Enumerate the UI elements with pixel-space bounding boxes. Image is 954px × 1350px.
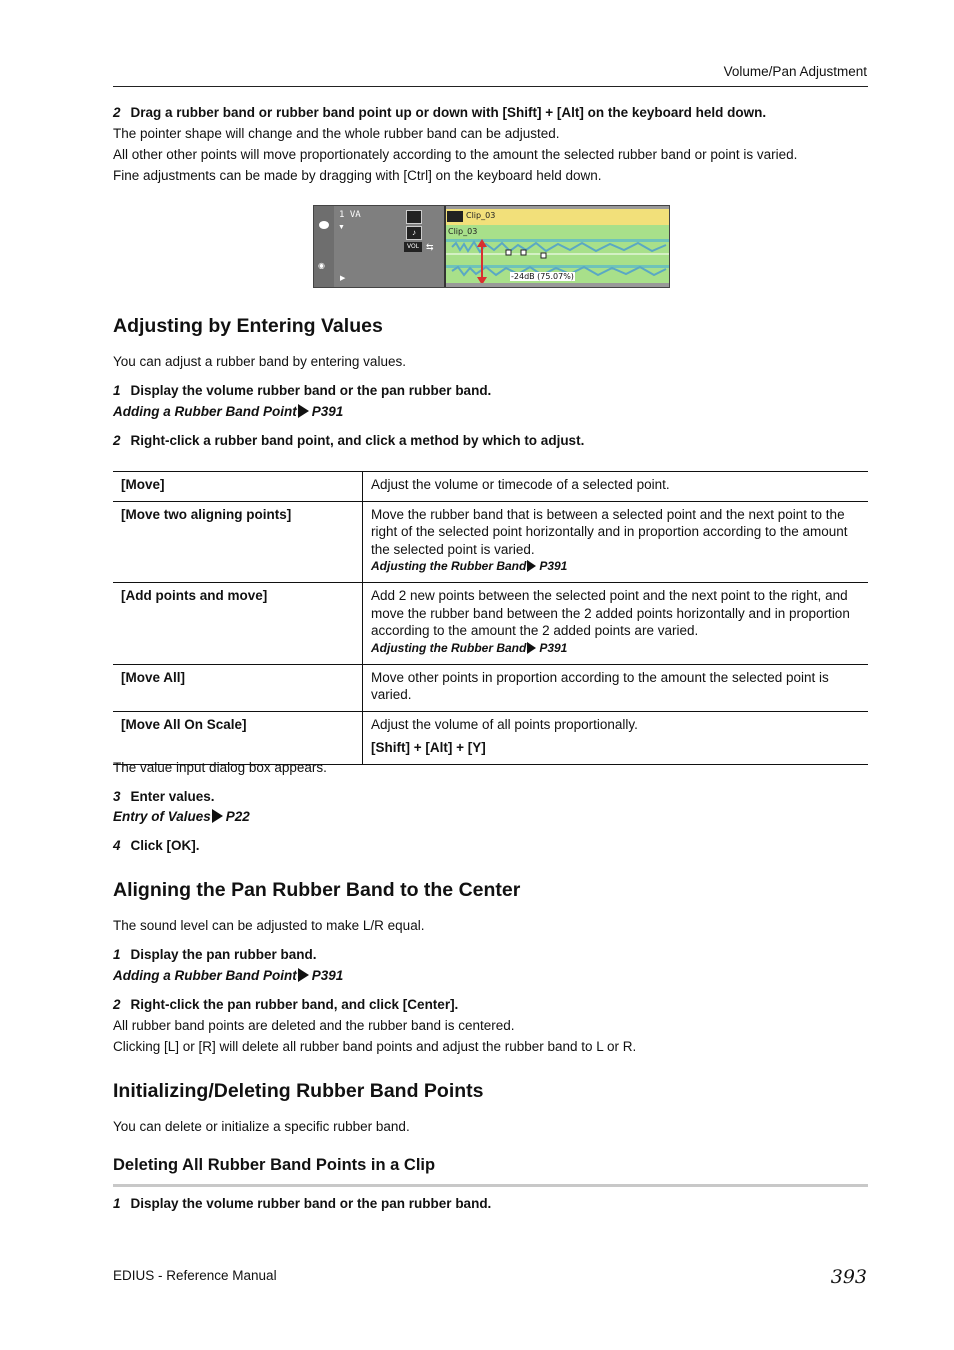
chevron-down-icon: ▼ (338, 224, 345, 231)
step (113, 837, 200, 855)
cross-reference[interactable] (113, 403, 343, 421)
cross-reference-text: Adding a Rubber Band Point (113, 404, 297, 419)
track-name: 1 VA (339, 210, 361, 220)
step (113, 382, 491, 400)
section-intro: You can adjust a rubber band by entering values. (113, 354, 406, 369)
track-header (334, 206, 445, 287)
keyboard-shortcut: [Shift] + [Alt] + [Y] (371, 740, 486, 755)
table-row (113, 472, 868, 502)
step-number: 2 (113, 105, 121, 120)
pan-icon[interactable]: ⇆ (426, 242, 434, 252)
section-title: Adjusting by Entering Values (113, 315, 383, 337)
cross-reference-text: Adding a Rubber Band Point (113, 968, 297, 983)
option-name: [Move All On Scale] (113, 711, 363, 764)
track-gutter (314, 206, 334, 287)
step-text: Right-click the pan rubber band, and click [Center]. (130, 997, 459, 1012)
step (113, 996, 458, 1014)
step-number: 1 (113, 383, 121, 398)
level-readout: -24dB (75.07%) (511, 272, 574, 281)
arrow-right-icon (212, 809, 223, 823)
cross-reference-page: P391 (311, 968, 344, 983)
step-text: Right-click a rubber band point, and click a method by which to adjust. (130, 433, 585, 448)
body-text: The value input dialog box appears. (113, 760, 327, 775)
table-row (113, 711, 868, 764)
body-text: Clicking [L] or [R] will delete all rubber band points and adjust the rubber band to L or R. (113, 1039, 637, 1054)
vol-button[interactable]: VOL (404, 242, 422, 252)
audio-clip (446, 225, 669, 283)
clip-label: Clip_03 (466, 211, 496, 220)
footer-manual-title: EDIUS - Reference Manual (113, 1268, 277, 1283)
arrow-right-icon (298, 968, 309, 982)
step-number: 1 (113, 1196, 121, 1211)
speaker-icon: ◉ (318, 261, 325, 270)
option-name: [Move] (113, 472, 363, 502)
cross-reference[interactable] (371, 558, 860, 575)
step-text: Drag a rubber band or rubber band point up or down with [Shift] + [Alt] on the keyboard held down. (130, 105, 767, 120)
body-text: All rubber band points are deleted and the rubber band is centered. (113, 1018, 515, 1033)
table-row (113, 664, 868, 711)
step-text: Enter values. (130, 789, 215, 804)
audio-toggle-icon[interactable]: ♪ (406, 226, 422, 240)
cross-reference[interactable] (371, 640, 860, 657)
cross-reference[interactable] (113, 808, 250, 826)
section-intro: You can delete or initialize a specific rubber band. (113, 1119, 410, 1134)
section-title: Initializing/Deleting Rubber Band Points (113, 1080, 484, 1102)
chevron-right-icon: ▶ (340, 275, 346, 282)
header-rule (113, 86, 868, 87)
intro-line: Fine adjustments can be made by dragging with [Ctrl] on the keyboard held down. (113, 168, 602, 183)
step-text: Click [OK]. (130, 838, 200, 853)
option-description (363, 583, 869, 665)
clip-thumb (447, 211, 463, 222)
cross-reference-page: P391 (311, 404, 344, 419)
step (113, 432, 584, 450)
option-name: [Add points and move] (113, 583, 363, 665)
step (113, 788, 215, 806)
audio-clip-label: Clip_03 (448, 227, 478, 236)
subsection-title: Deleting All Rubber Band Points in a Clip (113, 1156, 436, 1174)
option-desc-text: Adjust the volume of all points proportionally. (371, 716, 638, 732)
subsection-rule (113, 1184, 868, 1187)
arrow-right-icon (298, 404, 309, 418)
cross-reference-text: Adjusting the Rubber Band (371, 640, 527, 655)
cross-reference[interactable] (113, 967, 343, 985)
options-table (113, 471, 868, 765)
step (113, 946, 317, 964)
table-row (113, 501, 868, 583)
option-description (363, 711, 869, 764)
step-text: Display the pan rubber band. (130, 947, 317, 962)
option-description (363, 664, 869, 711)
step-text: Display the volume rubber band or the pan rubber band. (130, 383, 492, 398)
arrow-right-icon (527, 642, 536, 654)
step-number: 2 (113, 433, 121, 448)
step-text: Display the volume rubber band or the pan rubber band. (130, 1196, 492, 1211)
option-desc-text: Add 2 new points between the selected point and the next point to the right, and move the rubber band between the 2 added points horizontally and in proportion according to the amount the 2 added points are varied. (371, 588, 850, 638)
step-number: 4 (113, 838, 121, 853)
clip-area (446, 206, 669, 287)
cross-reference-page: P22 (225, 809, 250, 824)
video-clip (446, 209, 669, 225)
option-name: [Move two aligning points] (113, 501, 363, 583)
running-header: Volume/Pan Adjustment (723, 64, 867, 79)
option-desc-text: Adjust the volume or timecode of a selected point. (371, 477, 670, 492)
option-desc-text: Move other points in proportion according to the amount the selected point is varied. (371, 669, 829, 702)
cross-reference-page: P391 (539, 559, 568, 573)
arrow-right-icon (527, 560, 536, 572)
step-number: 1 (113, 947, 121, 962)
table-row (113, 583, 868, 665)
intro-line: All other other points will move proportionately according to the amount the selected rubber band or point is varied. (113, 147, 798, 162)
step-number: 3 (113, 789, 121, 804)
timeline-screenshot (313, 205, 670, 288)
option-description (363, 472, 869, 502)
step (113, 1195, 491, 1213)
option-name: [Move All] (113, 664, 363, 711)
cross-reference-text: Adjusting the Rubber Band (371, 559, 527, 573)
section-title: Aligning the Pan Rubber Band to the Center (113, 879, 521, 901)
step-number: 2 (113, 997, 121, 1012)
eye-icon (319, 221, 329, 229)
page-number: 393 (830, 1266, 867, 1288)
intro-step (113, 104, 873, 122)
intro-line: The pointer shape will change and the whole rubber band can be adjusted. (113, 126, 560, 141)
option-desc-text: Move the rubber band that is between a selected point and the next point to the right of the selected point horizontally and in proportion according to the amount the selected point is varied. (371, 506, 848, 557)
cross-reference-text: Entry of Values (113, 809, 211, 824)
cross-reference-page: P391 (539, 640, 568, 655)
option-description (363, 501, 869, 583)
film-icon[interactable] (406, 210, 422, 224)
section-intro: The sound level can be adjusted to make L/R equal. (113, 918, 425, 933)
